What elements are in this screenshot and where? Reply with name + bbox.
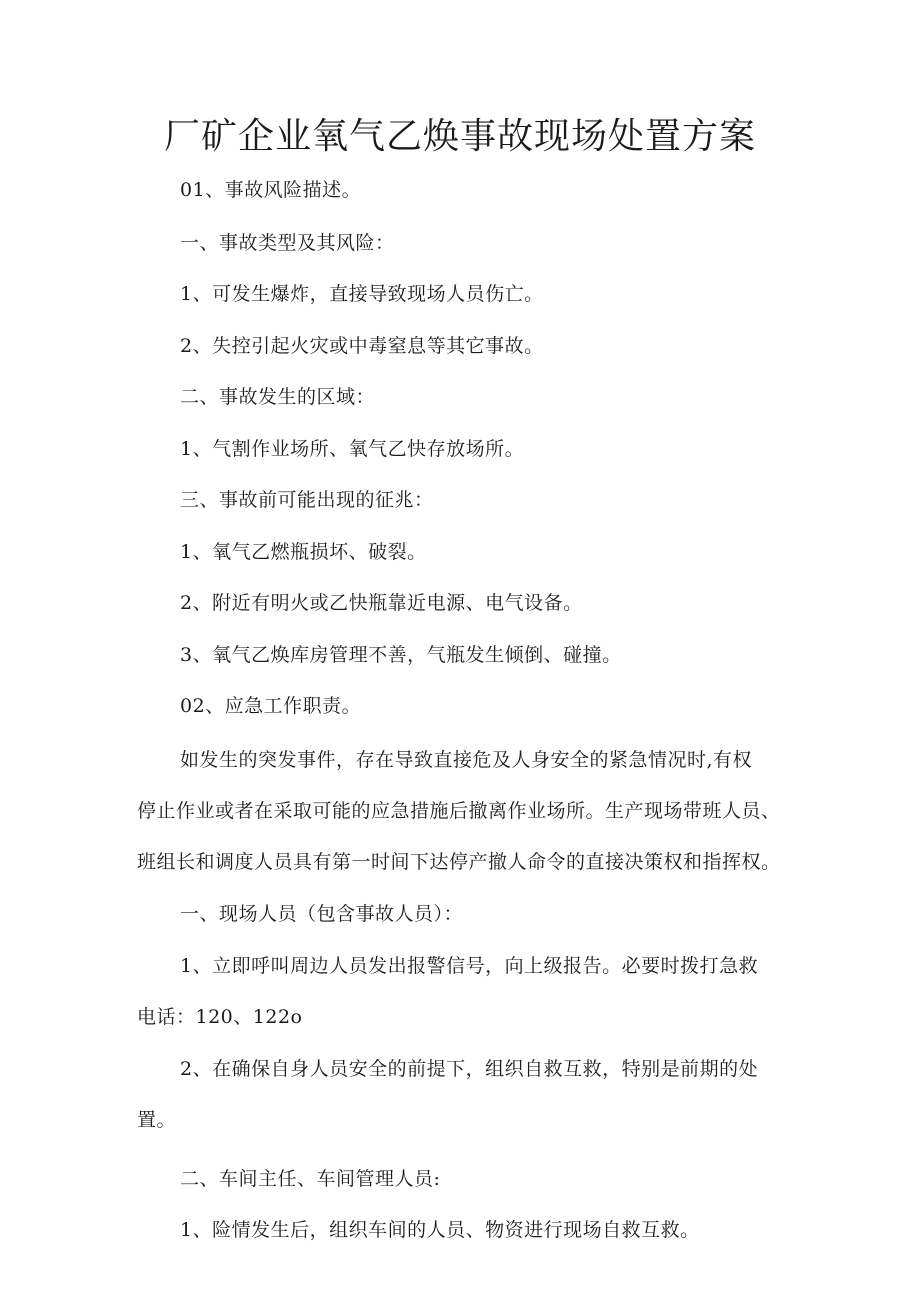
list-item: 2、附近有明火或乙快瓶靠近电源、电气设备。	[180, 592, 583, 614]
list-item: 1、立即呼叫周边人员发出报警信号，向上级报告。必要时拨打急救	[180, 955, 759, 977]
subsection-onsite-personnel-heading: 一、现场人员（包含事故人员）：	[180, 903, 464, 925]
list-item: 2、失控引起火灾或中毒窒息等其它事故。	[180, 335, 544, 357]
list-item: 1、险情发生后，组织车间的人员、物资进行现场自救互救。	[180, 1219, 700, 1241]
subsection-workshop-managers-heading: 二、车间主任、车间管理人员:	[180, 1168, 441, 1190]
list-item-continuation: 电话：120、122o	[137, 1006, 303, 1028]
list-item: 1、氧气乙燃瓶损坏、破裂。	[180, 541, 427, 563]
subsection-accident-type-heading: 一、事故类型及其风险：	[180, 232, 395, 254]
paragraph-line: 停止作业或者在采取可能的应急措施后撤离作业场所。生产现场带班人员、	[137, 800, 781, 822]
section-02-heading: 02、应急工作职责。	[180, 695, 362, 717]
list-item-continuation: 置。	[137, 1109, 177, 1131]
subsection-warning-signs-heading: 三、事故前可能出现的征兆：	[180, 489, 434, 511]
document-title: 厂矿企业氧气乙焕事故现场处置方案	[163, 116, 756, 157]
list-item: 1、可发生爆炸，直接导致现场人员伤亡。	[180, 283, 544, 305]
section-01-heading: 01、事故风险描述。	[180, 179, 362, 201]
paragraph-line: 如发生的突发事件，存在导致直接危及人身安全的紧急情况时,有权	[180, 749, 753, 771]
list-item: 1、气割作业场所、氧气乙快存放场所。	[180, 438, 525, 460]
list-item: 3、氧气乙焕库房管理不善，气瓶发生倾倒、碰撞。	[180, 644, 622, 666]
subsection-accident-area-heading: 二、事故发生的区域：	[180, 386, 376, 408]
list-item: 2、在确保自身人员安全的前提下，组织自救互救，特别是前期的处	[180, 1058, 759, 1080]
paragraph-line: 班组长和调度人员具有第一时间下达停产撤人命令的直接决策权和指挥权。	[137, 851, 781, 873]
